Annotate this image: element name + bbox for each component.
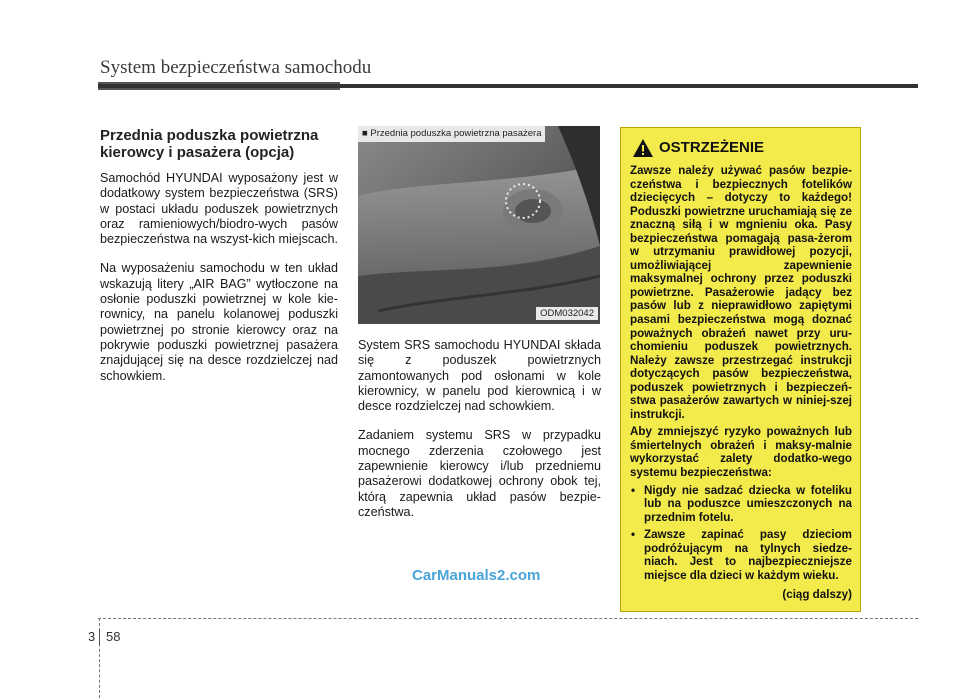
figure-code: ODM032042 [536, 307, 598, 320]
warning-triangle-icon [632, 138, 654, 158]
bullet-icon: • [631, 483, 636, 497]
intro-paragraph: Samochód HYUNDAI wyposażony jest w dodatkowy system bezpieczeństwa (SRS) w postaci układu poduszek powietrznych oraz ramieniowych/biodro-wych pasów bezpieczeństwa na wszyst-kich miejscach. [100, 171, 338, 247]
bullet-text: Nigdy nie sadzać dziecka w foteliku lub na poduszce umieszczonych na przednim fotelu. [644, 483, 852, 524]
page-number-divider [99, 629, 100, 645]
bullet-icon: • [631, 528, 636, 542]
page-number: 58 [106, 629, 121, 644]
srs-description-paragraph: System SRS samochodu HYUNDAI składa się z poduszek powietrznych zamontowanych pod osłonami w kole kierownicy, w panelu pod kierownicą i w desce rozdzielczej nad schowkiem. [358, 338, 601, 414]
warning-header [621, 138, 860, 160]
airbag-figure [358, 126, 600, 324]
header-rule [98, 84, 918, 88]
bullet-text: Zawsze zapinać pasy dzieciom podróżującym na tylnych siedze-niach. Jest to najbezpieczniejsze miejsce dla dzieci w każdym wieku. [644, 528, 852, 582]
dashboard-illustration [358, 126, 600, 324]
watermark-link[interactable]: CarManuals2.com [412, 567, 541, 584]
airbag-marking-paragraph: Na wyposażeniu samochodu w ten układ wskazują litery „AIR BAG” wytłoczone na osłonie poduszki powietrznej w kole kie-rownicy, na panelu kolanowej poduszki powietrznej po stronie kierowcy oraz na pokrywie poduszki powietrznej pasażera znajdującej się na desce rozdzielczej nad schowkiem. [100, 261, 338, 383]
warning-body [621, 160, 860, 601]
warning-paragraph: Aby zmniejszyć ryzyko poważnych lub śmiertelnych obrażeń i maksy-malnie wykorzystać zalety dodatko-wego systemu bezpieczeństwa: [630, 425, 852, 480]
warning-paragraph: Zawsze należy używać pasów bezpie-czeństwa i bezpiecznych fotelików dziecięcych – dotyczy to każdego! Poduszki powietrzne uruchamiają się ze znaczną siłą i w mgnieniu oka. Pasy bezpieczeństwa pomagają pasa-żerom w utrzymaniu prawidłowej pozycji, umożliwiającej zapewnienie maksymalnej ochrony przez poduszki powietrzne. Pasażerowie jadący bez pasów lub z nieprawidłowo zapiętymi pasami bezpieczeństwa mogą doznać poważnych obrażeń nawet przy uru-chomieniu poduszek powietrznych. Należy zawsze przestrzegać instrukcji dotyczących pasów bezpieczeństwa, poduszek powietrznych i bezpieczeń-stwa pasażerów zawartych w niniej-szej instrukcji. [630, 164, 852, 421]
srs-purpose-paragraph: Zadaniem systemu SRS w przypadku mocnego zderzenia czołowego jest zapewnienie kierowcy i/lub przedniemu pasażerowi dodatkowej ochrony obok tej, którą zapewnia układ pasów bezpie-czeństwa. [358, 428, 601, 519]
middle-column [358, 126, 601, 534]
section-header-title: System bezpieczeństwa samochodu [100, 57, 372, 78]
warning-title: OSTRZEŻENIE [659, 139, 765, 156]
figure-caption: ■ Przednia poduszka powietrzna pasażera [358, 126, 545, 142]
warning-bullet-item [630, 484, 852, 525]
section-heading: Przednia poduszka powietrzna kierowcy i pasażera (opcja) [100, 127, 319, 161]
left-column [100, 127, 338, 398]
continued-label: (ciąg dalszy) [782, 588, 852, 602]
footer-rule [98, 618, 918, 619]
chapter-number: 3 [88, 629, 96, 644]
warning-box [620, 127, 861, 612]
warning-bullet-item [630, 528, 852, 582]
